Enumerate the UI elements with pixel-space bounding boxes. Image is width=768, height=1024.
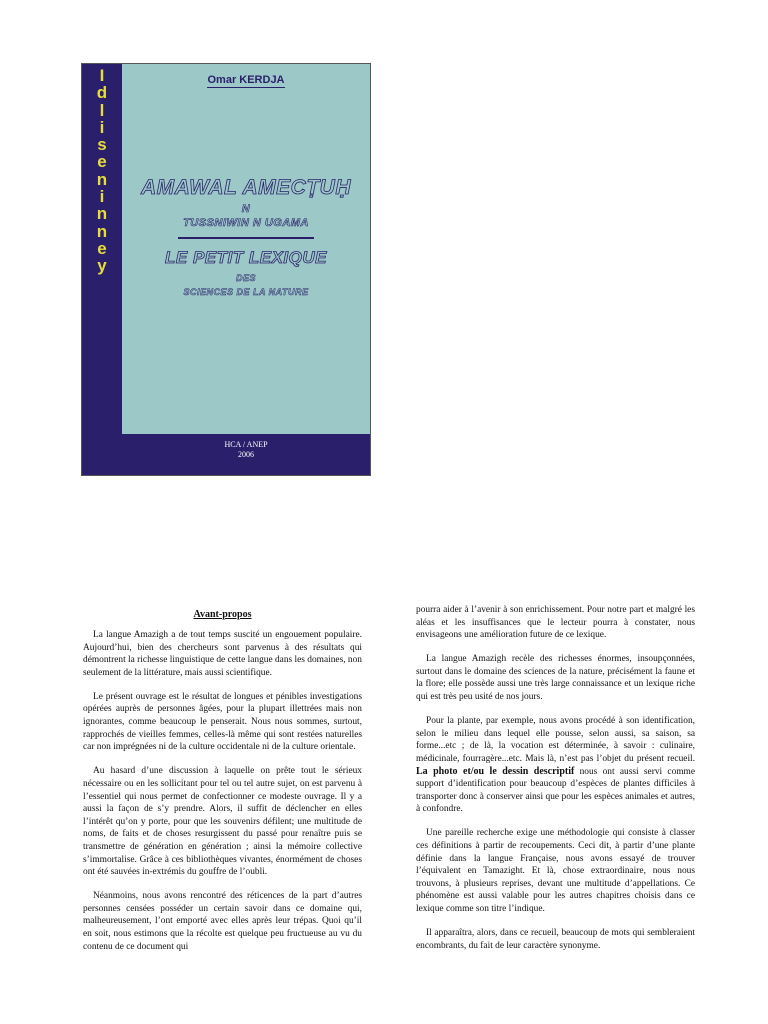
spine-letter: e (97, 152, 107, 172)
cover-publisher-block (122, 440, 370, 460)
cover-publisher: HCA / ANEP (224, 440, 268, 449)
paragraph: Le présent ouvrage est le résultat de longues et pénibles investigations opérées auprès de personnes âgées, pour la plupart illettrées mais non ignorantes, comme beaucoup le penserait. Nous nous sommes, surtout, rapprochés de vieilles femmes, celles-là même qui sont restées naturelles car non imprégnées ni de la culture occidentale ni de la culture orientale. (83, 691, 362, 753)
spine-title (82, 67, 122, 275)
section-heading: Avant-propos (193, 609, 252, 620)
spine-letter: n (96, 221, 108, 241)
cover-title-main: AMAWAL AMECṬUḤ (141, 176, 351, 199)
spine-letter: i (99, 187, 105, 207)
cover-footer-band (82, 434, 370, 475)
book-cover (81, 63, 371, 476)
cover-year: 2006 (238, 450, 254, 459)
spine-letter: n (96, 204, 108, 224)
paragraph-text: Pour la plante, par exemple, nous avons procédé à son identification, selon le milieu dans lequel elle pousse, selon aussi, sa saison, sa forme...etc ; de là, la vocation est déterminée, à savoir : culinaire, médicinale, fourragère...etc. Mais là, n’est pas l’objet du présent recueil. (416, 716, 695, 764)
spine-letter: d (96, 83, 108, 103)
paragraph: Une pareille recherche exige une méthodologie qui consiste à classer ces définitions à partir de recoupements. Ceci dit, à partir d’une plante définie dans la langue Française, nous avons essayé de trouver l’équivalent en Tamazight. Et là, chose extraordinaire, nous nous trouvons, à plusieurs reprises, devant une multitude d’appellations. Ce phénomène est aussi valable pour les autres chapitres choisis dans ce lexique comme son titre l’indique. (416, 828, 695, 914)
paragraph: Au hasard d’une discussion à laquelle on prête tout le sérieux nécessaire ou en les sollicitant pour tel ou tel autre sujet, on est parvenu à l’essentiel qui nous permet de confectionner ce modeste ouvrage. Il y a aussi la façon de s’y prendre. Alors, il suffit de déclencher en elles l’intérêt qu’on y porte, pour que les souvenirs défilent; une multitude de noms, de faits et de choses resurgissent du passé pour renaître puis se transmettre de génération en génération ; ainsi la mémoire collective s’immortalise. Grâce à ces bibliothèques vivantes, énormément de choses ont été sauvées in-extrémis du gouffre de l’oubli. (83, 766, 362, 878)
left-column (83, 609, 362, 965)
author-name: Omar KERDJA (207, 74, 285, 86)
paragraph: La langue Amazigh recèle des richesses énormes, insoupçonnées, surtout dans le domaine des sciences de la nature, précisément la faune et la flore; elle possède aussi une très large connaissance et un lexique riche qui est très peu usité de nos jours. (416, 654, 695, 703)
cover-title-french: LE PETIT LEXIQUE (165, 248, 327, 267)
cover-title-connector: N (241, 203, 251, 215)
paragraph: La langue Amazigh a de tout temps suscité un engouement populaire. Aujourd’hui, bien des chercheurs sont parvenus à des résultats qui démontrent la richesse linguistique de cette langue dans les domaines, non seulement de la littérature, mais aussi scientifique. (83, 630, 362, 678)
cover-title-des: DES (235, 273, 256, 283)
cover-spine (82, 64, 122, 475)
paragraph: pourra aider à l’avenir à son enrichissement. Pour notre part et malgré les aléas et les insuffisances que le lecteur pourra à constater, nous envisageons une amélioration future de ce lexique. (416, 605, 695, 641)
cover-title-sub: TUSSNIWIN N UGAMA (183, 217, 309, 229)
paragraph: Il apparaîtra, alors, dans ce recueil, beaucoup de mots qui sembleraient encombrants, du fait de leur caractère synonyme. (416, 928, 695, 951)
spine-letter: I (99, 66, 105, 85)
spine-letter: l (99, 100, 105, 120)
spine-letter: n (96, 169, 108, 189)
emphasis-text: La photo et/ou le dessin descriptif (416, 765, 575, 777)
spine-letter: i (99, 117, 105, 137)
paragraph-with-emphasis (416, 715, 695, 816)
cover-divider (178, 237, 314, 239)
cover-author (122, 74, 370, 86)
paragraph: Néanmoins, nous avons rencontré des réticences de la part d’autres personnes censées posséder un certain savoir dans ce domaine qui, malheureusement, l’ont emporté avec elles après leur trépas. Quoi qu’il en soit, nous estimons que la récolte est quelque peu fructueuse au vu du contenu de ce document qui (83, 891, 362, 952)
spine-letter: e (97, 238, 107, 258)
right-column (416, 604, 695, 964)
paragraph-text: nous ont aussi servi comme support d’identification pour beaucoup d’espèces de plantes difficiles à transporter donc à conserver ainsi que pour les espèces animales et autres, à confondre. (416, 766, 696, 815)
cover-title-sciences: SCIENCES DE LA NATURE (183, 287, 309, 297)
spine-letter: y (97, 256, 107, 276)
spine-letter: s (97, 135, 107, 155)
